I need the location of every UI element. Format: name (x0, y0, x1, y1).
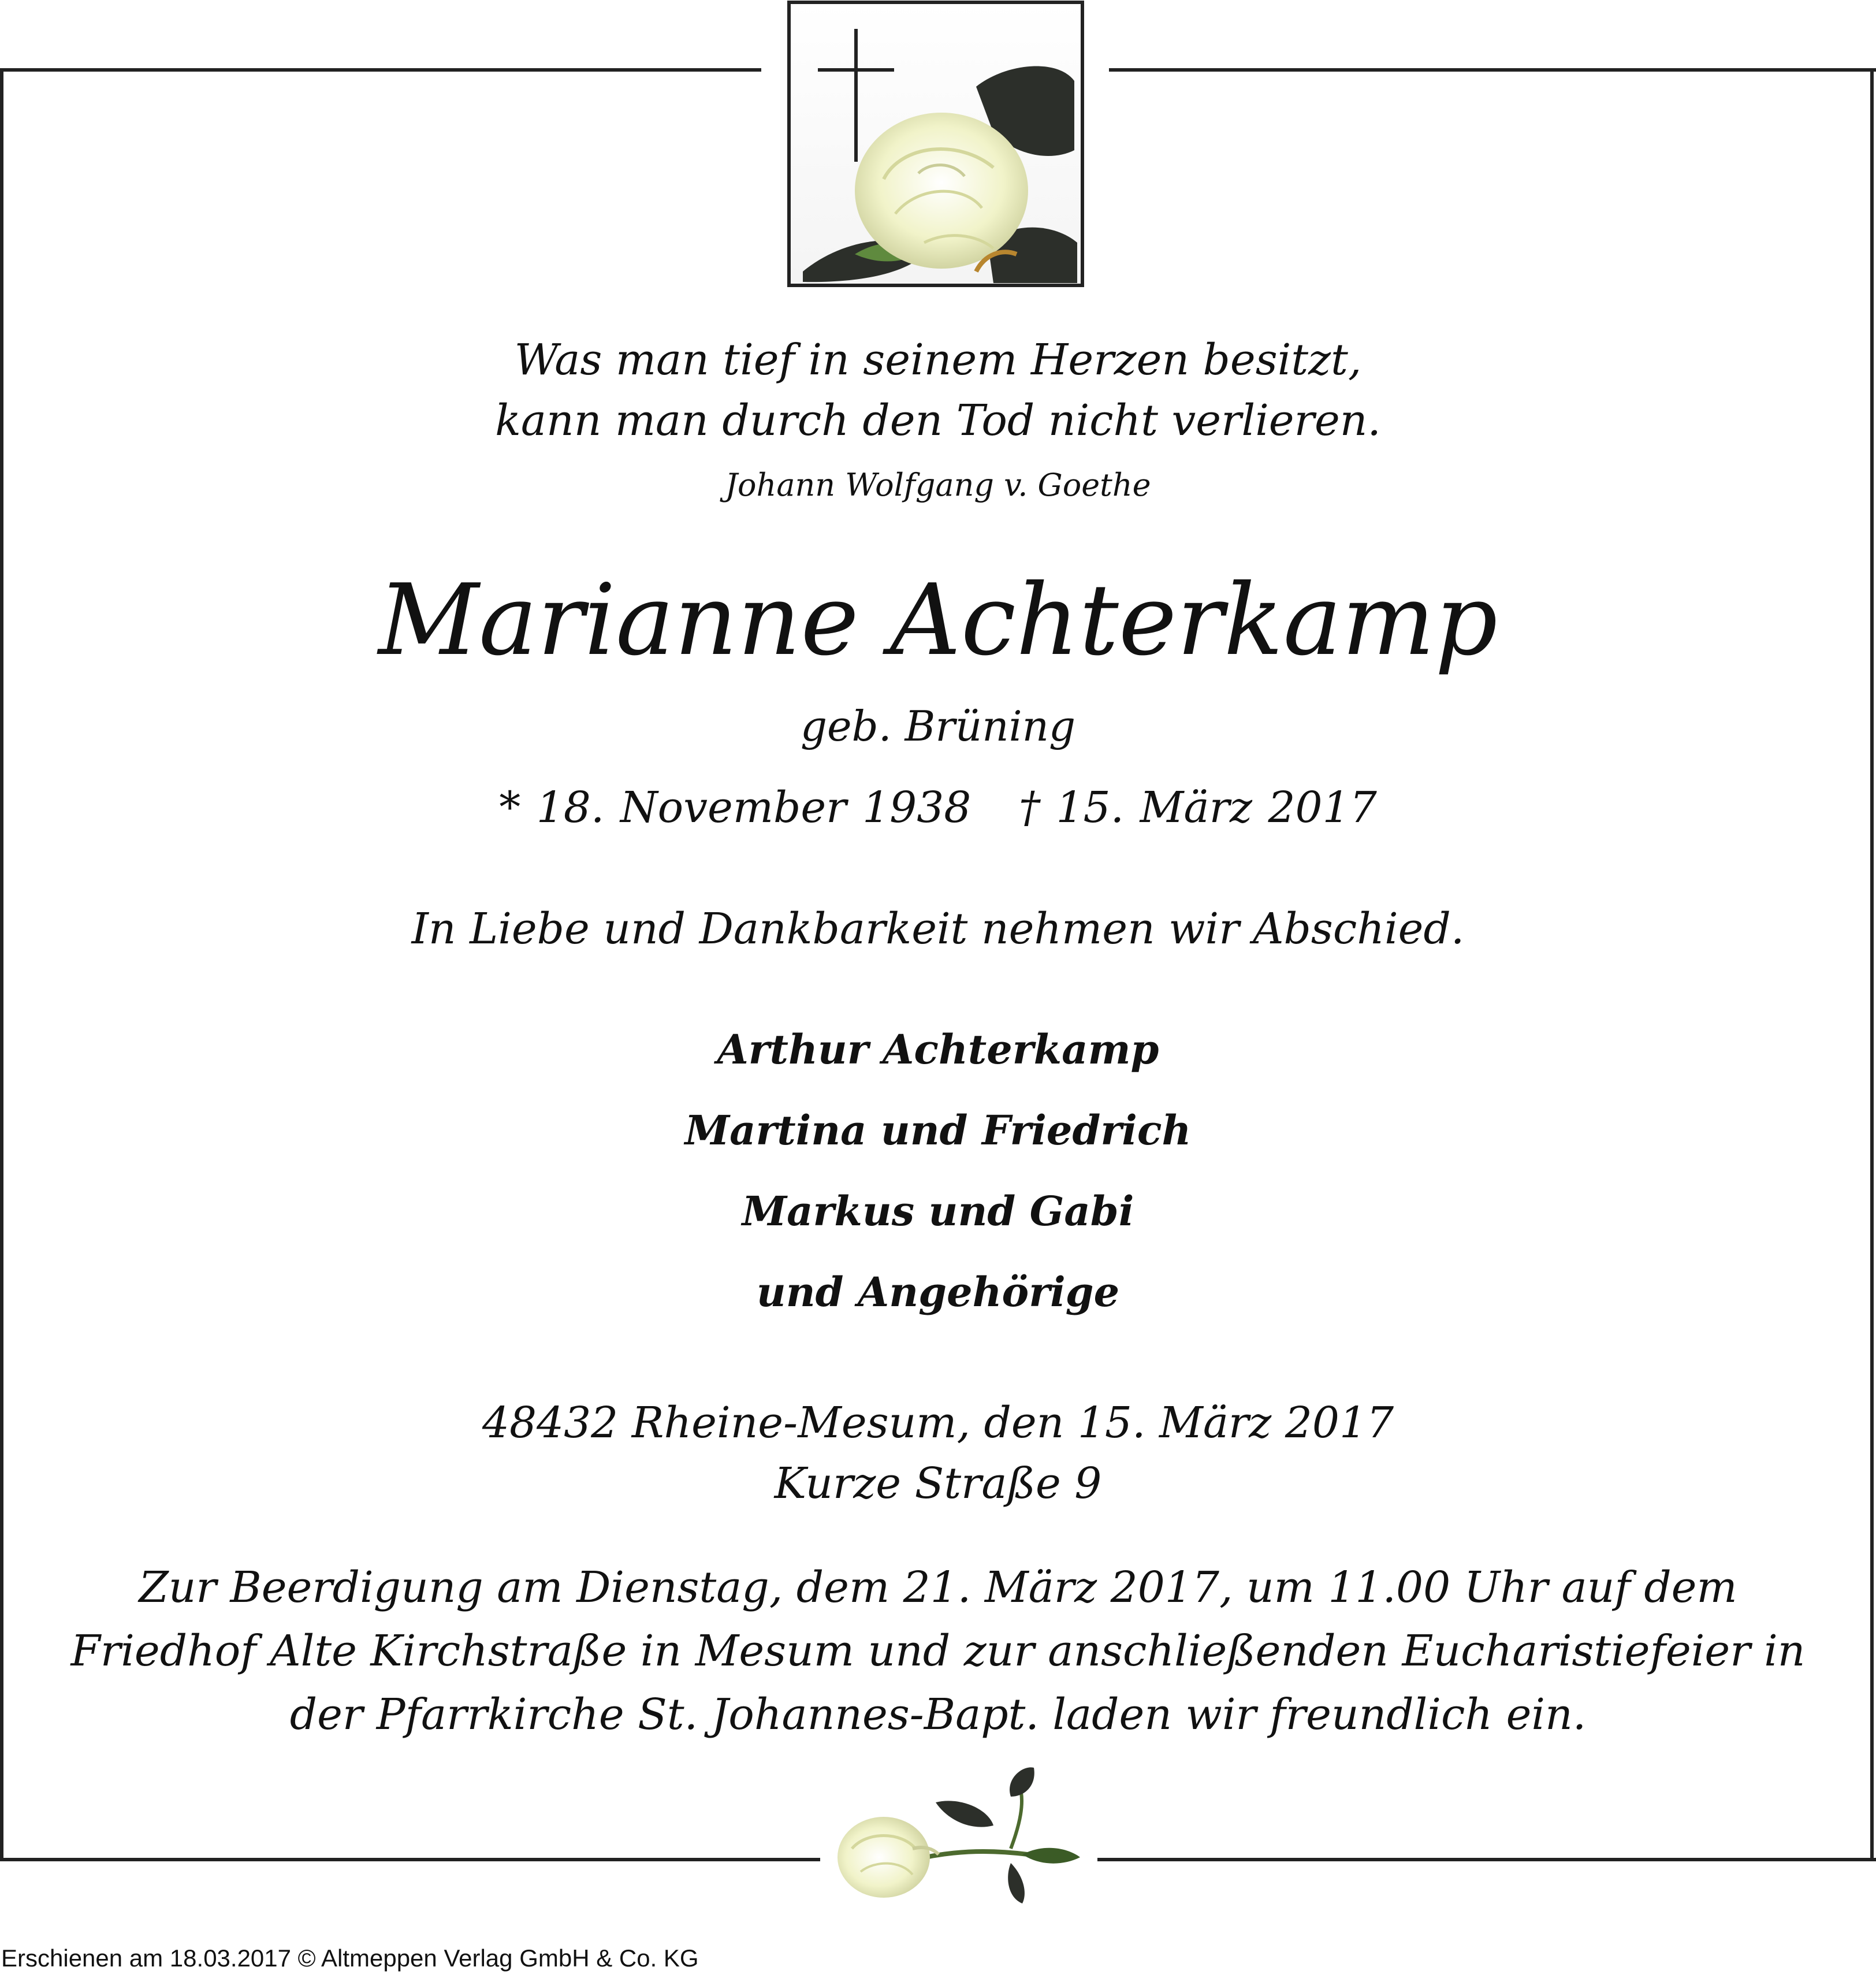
mourner-name: und Angehörige (756, 1268, 1120, 1316)
funeral-notice-line: Zur Beerdigung am Dienstag, dem 21. März 2017, um 11.00 Uhr auf dem (139, 1563, 1737, 1612)
frame-top-right (1109, 68, 1876, 72)
place-and-date: 48432 Rheine-Mesum, den 15. März 2017 (482, 1398, 1394, 1448)
street-address: Kurze Straße 9 (774, 1459, 1102, 1508)
cross-with-rose-icon (786, 0, 1086, 289)
quote-line-2: kann man durch den Tod nicht verlieren. (495, 396, 1381, 445)
frame-bottom-left (0, 1858, 820, 1861)
quote-line-1: Was man tief in seinem Herzen besitzt, (514, 335, 1362, 385)
mourner-name: Markus und Gabi (742, 1187, 1134, 1235)
quote-author: Johann Wolfgang v. Goethe (725, 467, 1151, 503)
maiden-name: geb. Brüning (800, 702, 1076, 750)
mourner-name: Martina und Friedrich (684, 1106, 1192, 1154)
frame-bottom-right (1097, 1858, 1876, 1861)
funeral-notice-line: der Pfarrkirche St. Johannes-Bapt. laden wir freundlich ein. (289, 1690, 1587, 1739)
deceased-name: Marianne Achterkamp (378, 563, 1498, 678)
life-dates: * 18. November 1938 † 15. März 2017 (499, 783, 1377, 832)
frame-top-left (0, 68, 761, 72)
farewell-text: In Liebe und Dankbarkeit nehmen wir Abschied. (411, 904, 1465, 954)
rose-icon (820, 1762, 1097, 1906)
publication-footer: Erschienen am 18.03.2017 © Altmeppen Verlag GmbH & Co. KG (1, 1944, 699, 1972)
funeral-notice-line: Friedhof Alte Kirchstraße in Mesum und zur anschließenden Eucharistiefeier in (70, 1626, 1806, 1676)
mourner-name: Arthur Achterkamp (717, 1025, 1159, 1073)
